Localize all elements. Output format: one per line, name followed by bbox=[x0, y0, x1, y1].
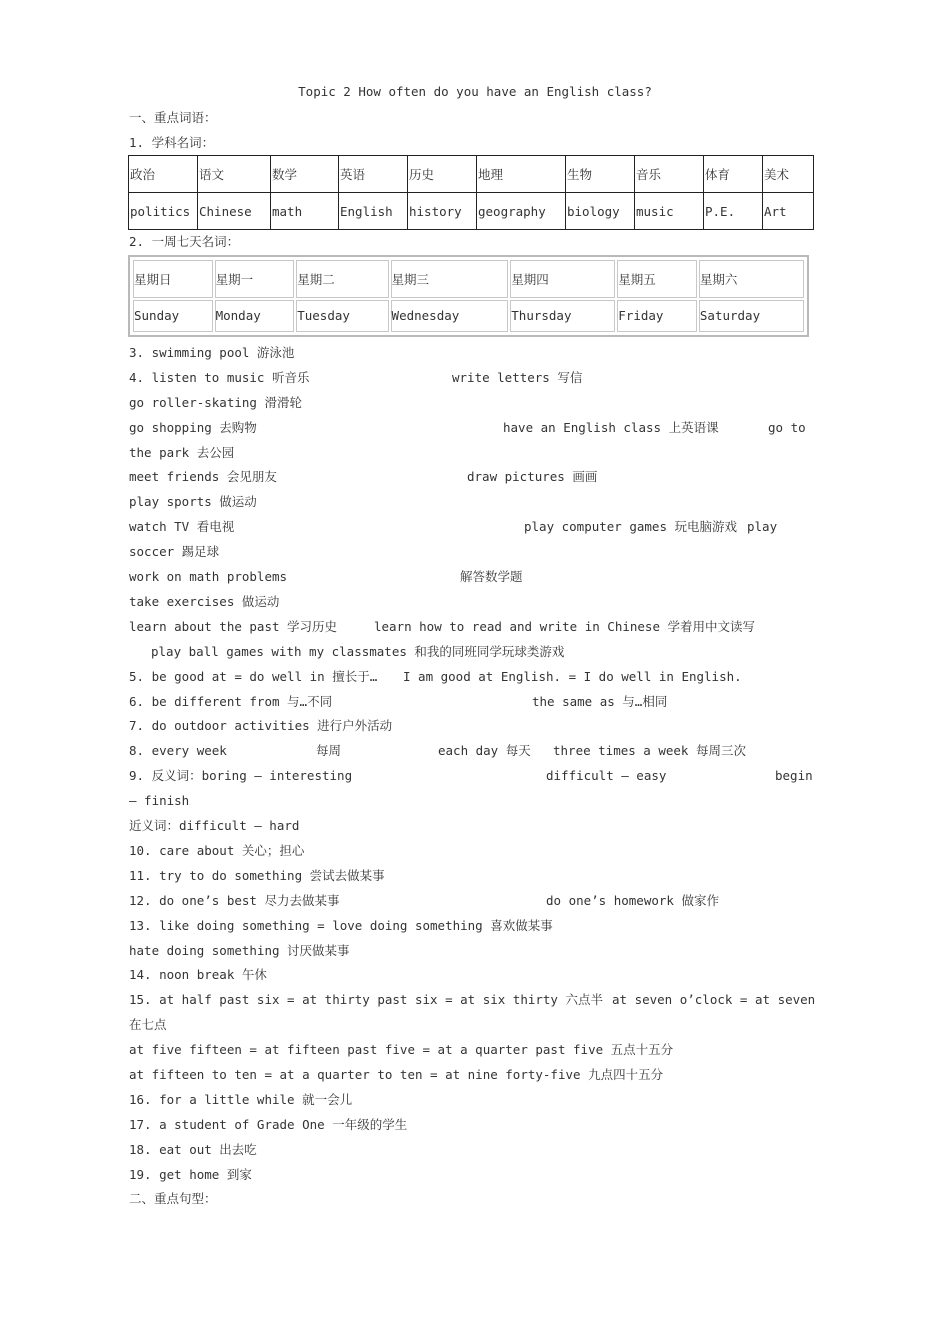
table-cell: Saturday bbox=[699, 300, 804, 332]
text-line: each day 每天 bbox=[438, 743, 531, 758]
section-heading-vocabulary: 一、重点词语： bbox=[129, 110, 217, 125]
weekdays-cn-row bbox=[133, 260, 804, 298]
text-line: 在七点 bbox=[129, 1017, 167, 1032]
text-line: hate doing something 讨厌做某事 bbox=[129, 943, 350, 958]
text-line: at five fifteen = at fifteen past five = at a quarter past five 五点十五分 bbox=[129, 1042, 674, 1057]
text-line: 每周 bbox=[316, 743, 342, 758]
table-cell: 星期三 bbox=[391, 260, 509, 298]
text-line: at seven o’clock = at seven bbox=[612, 992, 816, 1007]
text-line: 5. be good at = do well in 擅长于… bbox=[129, 669, 378, 684]
table-cell: Chinese bbox=[198, 193, 271, 230]
table-cell: 体育 bbox=[704, 156, 763, 193]
text-line: do one’s homework 做家作 bbox=[546, 893, 719, 908]
text-line: have an English class 上英语课 bbox=[503, 420, 719, 435]
table-cell: Tuesday bbox=[296, 300, 388, 332]
text-line: 3. swimming pool 游泳池 bbox=[129, 345, 295, 360]
table-cell: politics bbox=[129, 193, 198, 230]
table-cell: 美术 bbox=[763, 156, 814, 193]
table-cell: 数学 bbox=[271, 156, 339, 193]
text-line: the park 去公园 bbox=[129, 445, 235, 460]
table-cell: Friday bbox=[617, 300, 697, 332]
text-line: 8. every week bbox=[129, 743, 227, 758]
text-line: soccer 踢足球 bbox=[129, 544, 220, 559]
text-line: write letters 写信 bbox=[452, 370, 583, 385]
table-cell: 生物 bbox=[566, 156, 635, 193]
text-line: play ball games with my classmates 和我的同班同学玩球类游戏 bbox=[151, 644, 565, 659]
text-line: I am good at English. = I do well in English. bbox=[403, 669, 742, 684]
table-cell: 星期五 bbox=[617, 260, 697, 298]
table-cell: biology bbox=[566, 193, 635, 230]
text-line: meet friends 会见朋友 bbox=[129, 469, 277, 484]
text-line: 12. do one’s best 尽力去做某事 bbox=[129, 893, 340, 908]
table-cell: 星期一 bbox=[215, 260, 295, 298]
subjects-en-row bbox=[129, 193, 814, 230]
table-cell: 星期六 bbox=[699, 260, 804, 298]
text-line: begin bbox=[775, 768, 813, 783]
table-cell: 语文 bbox=[198, 156, 271, 193]
text-line: at fifteen to ten = at a quarter to ten = at nine forty-five 九点四十五分 bbox=[129, 1067, 664, 1082]
text-line: 15. at half past six = at thirty past six = at six thirty 六点半 bbox=[129, 992, 603, 1007]
text-line: 10. care about 关心；担心 bbox=[129, 843, 305, 858]
table-cell: 星期四 bbox=[510, 260, 615, 298]
text-line: play sports 做运动 bbox=[129, 494, 257, 509]
table-cell: Art bbox=[763, 193, 814, 230]
text-line: play bbox=[747, 519, 778, 534]
table-cell: 历史 bbox=[408, 156, 477, 193]
table-cell: 政治 bbox=[129, 156, 198, 193]
document-title: Topic 2 How often do you have an English class? bbox=[298, 84, 652, 99]
weekdays-table bbox=[131, 258, 806, 334]
text-line: 14. noon break 午休 bbox=[129, 967, 267, 982]
text-line: 17. a student of Grade One 一年级的学生 bbox=[129, 1117, 408, 1132]
text-line: 4. listen to music 听音乐 bbox=[129, 370, 310, 385]
table-cell: geography bbox=[477, 193, 566, 230]
text-line: – finish bbox=[129, 793, 190, 808]
text-line: play computer games 玩电脑游戏 bbox=[524, 519, 738, 534]
text-line: 18. eat out 出去吃 bbox=[129, 1142, 257, 1157]
text-line: 7. do outdoor activities 进行户外活动 bbox=[129, 718, 393, 733]
text-line: learn how to read and write in Chinese 学着用中文读写 bbox=[374, 619, 756, 634]
text-line: 11. try to do something 尝试去做某事 bbox=[129, 868, 385, 883]
item-1-label: 1. 学科名词： bbox=[129, 135, 215, 150]
table-cell: English bbox=[339, 193, 408, 230]
table-cell: 音乐 bbox=[635, 156, 704, 193]
table-cell: 星期二 bbox=[296, 260, 388, 298]
text-line: 9. 反义词：boring – interesting bbox=[129, 768, 353, 783]
subjects-cn-row bbox=[129, 156, 814, 193]
text-line: 近义词：difficult – hard bbox=[129, 818, 300, 833]
weekdays-en-row bbox=[133, 300, 804, 332]
text-line: three times a week 每周三次 bbox=[553, 743, 746, 758]
table-cell: Sunday bbox=[133, 300, 213, 332]
text-line: 解答数学题 bbox=[460, 569, 523, 584]
table-cell: Wednesday bbox=[391, 300, 509, 332]
table-cell: Monday bbox=[215, 300, 295, 332]
text-line: the same as 与…相同 bbox=[532, 694, 668, 709]
text-line: go roller-skating 滑滑轮 bbox=[129, 395, 302, 410]
text-line: go shopping 去购物 bbox=[129, 420, 257, 435]
text-line: learn about the past 学习历史 bbox=[129, 619, 338, 634]
table-cell: history bbox=[408, 193, 477, 230]
table-cell: math bbox=[271, 193, 339, 230]
text-line: work on math problems bbox=[129, 569, 288, 584]
subjects-table bbox=[128, 155, 814, 230]
weekdays-table-frame bbox=[128, 255, 809, 337]
text-line: draw pictures 画画 bbox=[467, 469, 598, 484]
table-cell: Thursday bbox=[510, 300, 615, 332]
text-line: 13. like doing something = love doing something 喜欢做某事 bbox=[129, 918, 553, 933]
text-line: difficult – easy bbox=[546, 768, 667, 783]
text-line: go to bbox=[768, 420, 806, 435]
table-cell: music bbox=[635, 193, 704, 230]
text-line: watch TV 看电视 bbox=[129, 519, 235, 534]
text-line: 19. get home 到家 bbox=[129, 1167, 252, 1182]
table-cell: 地理 bbox=[477, 156, 566, 193]
section-heading-sentences: 二、重点句型： bbox=[129, 1191, 217, 1206]
text-line: take exercises 做运动 bbox=[129, 594, 280, 609]
table-cell: 星期日 bbox=[133, 260, 213, 298]
table-cell: P.E. bbox=[704, 193, 763, 230]
text-line: 16. for a little while 就一会儿 bbox=[129, 1092, 353, 1107]
table-cell: 英语 bbox=[339, 156, 408, 193]
item-2-label: 2. 一周七天名词： bbox=[129, 234, 240, 249]
text-line: 6. be different from 与…不同 bbox=[129, 694, 333, 709]
